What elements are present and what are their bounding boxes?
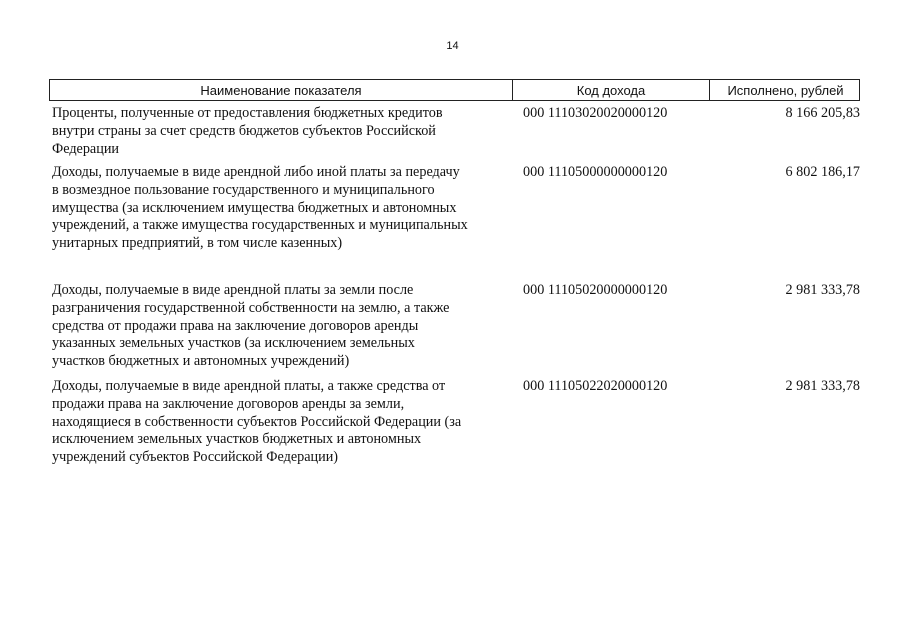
row-income-code: 000 11105000000000120 [523,164,668,180]
row-indicator-name: Доходы, получаемые в виде арендной платы за земли после разграничения государственной собственности на землю, а также средства от продажи права на заключение договоров аренды указанных земельных участков (за исключением земельных участков бюджетных и автономных учреждений) [52,282,450,370]
column-header-name: Наименование показателя [50,80,513,100]
table-header [49,79,860,101]
row-indicator-name: Проценты, полученные от предоставления бюджетных кредитов внутри страны за счет средств бюджетов субъектов Российской Федерации [52,105,443,157]
row-executed-amount: 6 802 186,17 [785,164,860,180]
row-indicator-name: Доходы, получаемые в виде арендной платы, а также средства от продажи права на заключение договоров аренды за земли, находящиеся в собственности субъектов Российской Федерации (за исключением земельных участков бюджетных и автономных учреждений субъектов Российской Федерации) [52,378,462,466]
column-header-amount: Исполнено, рублей [727,83,844,98]
row-income-code: 000 11105022020000120 [523,378,668,394]
row-executed-amount: 8 166 205,83 [785,105,860,121]
row-income-code: 000 11105020000000120 [523,282,668,298]
row-executed-amount: 2 981 333,78 [785,378,860,394]
row-indicator-name: Доходы, получаемые в виде арендной либо иной платы за передачу в возмездное пользование государственного и муниципального имущества (за исключением имущества бюджетных и автономных учреждений, а также имущества государственных и муниципальных унитарных предприятий, в том числе казенных) [52,164,468,252]
row-income-code: 000 11103020020000120 [523,105,668,121]
page-number: 14 [446,40,459,52]
row-executed-amount: 2 981 333,78 [785,282,860,298]
column-header-code: Код дохода [513,80,710,100]
